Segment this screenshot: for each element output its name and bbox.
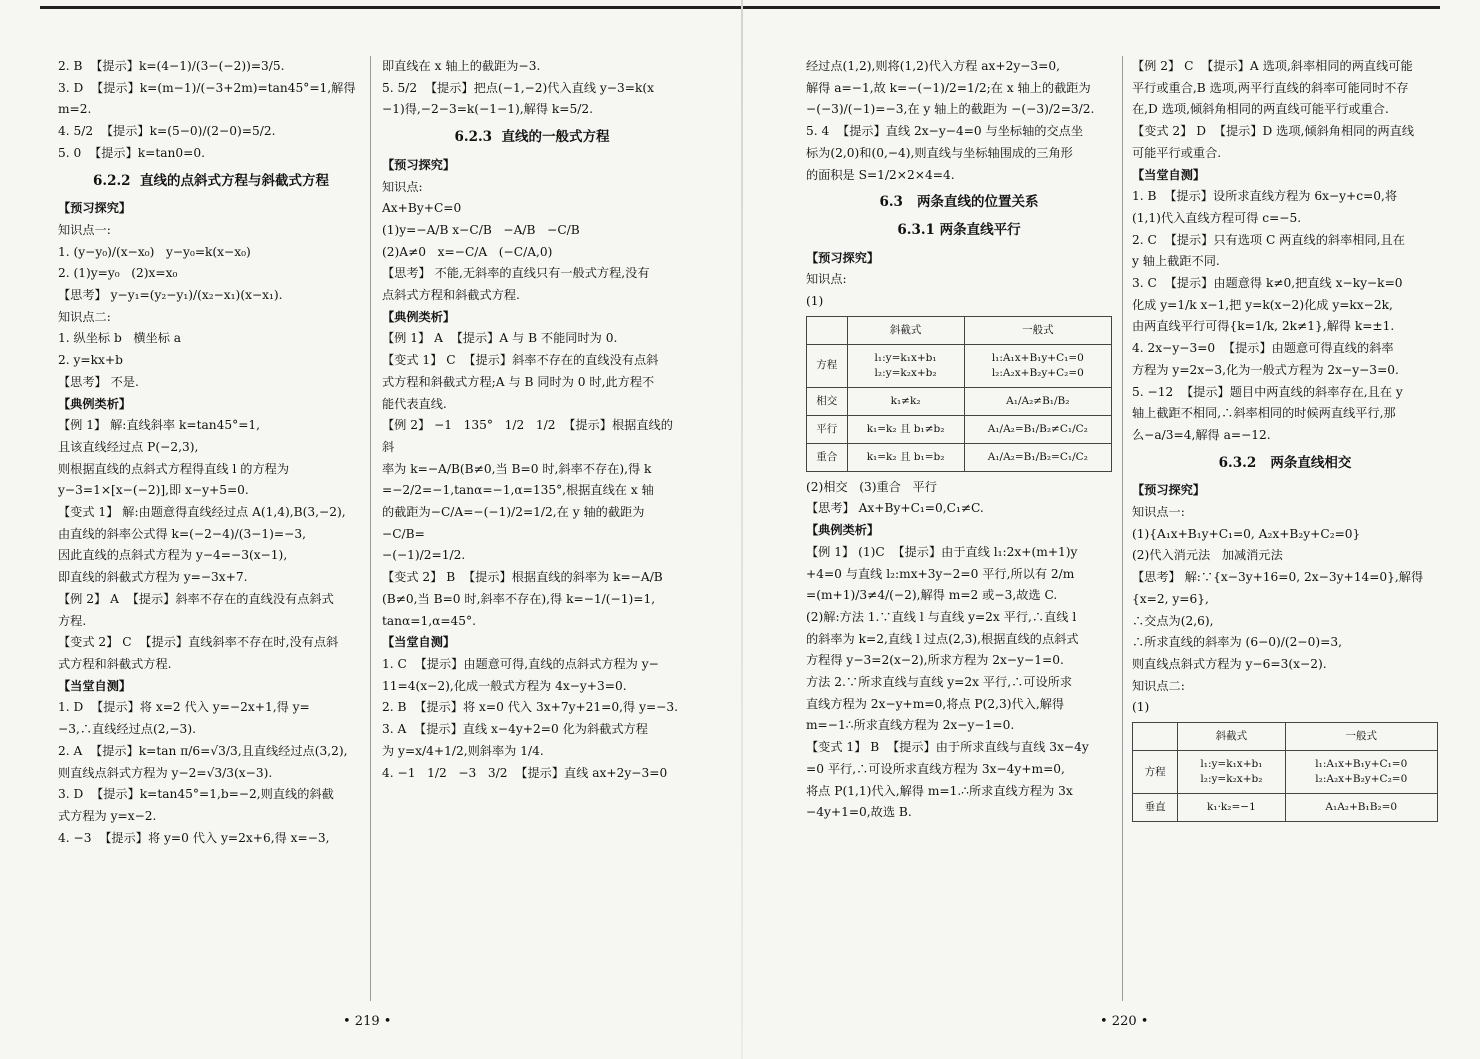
text-line: 【思考】 不能,无斜率的直线只有一般式方程,没有 [382,266,650,281]
text-line: 4. 5/2 【提示】k=(5−0)/(2−0)=5/2. [58,124,276,139]
text-line: 方程. [58,613,87,628]
text-line: =(m+1)/3≠4/(−2),解得 m=2 或−3,故选 C. [806,588,1058,603]
text-line: 【思考】 解:∵{x−3y+16=0, 2x−3y+14=0},解得{x=2, y=6}, [1132,570,1424,606]
column-4 [1132,56,1438,827]
text-line: (1) [806,294,824,309]
text-line: 【例 2】 −1 135° 1/2 1/2 【提示】根据直线的斜 [382,418,673,454]
table-cell: 平行 [807,415,848,443]
text-line: 2. B 【提示】将 x=0 代入 3x+7y+21=0,得 y=−3. [382,700,679,715]
text-line: 1. D 【提示】将 x=2 代入 y=−2x+1,得 y= [58,700,310,715]
text-line: 1. B 【提示】设所求直线方程为 6x−y+c=0,将 [1132,189,1398,204]
text-line: 5. −12 【提示】题目中两直线的斜率存在,且在 y [1132,384,1403,399]
text-line: 【变式 2】 B 【提示】根据直线的斜率为 k=−A/B [382,570,663,585]
page-219 [58,56,724,1056]
text-line: 【思考】 y−y₁=(y₂−y₁)/(x₂−x₁)(x−x₁). [58,288,283,303]
subsection-label: 【预习探究】 [1132,483,1206,498]
page-number-right: • 220 • [1100,1014,1149,1029]
text-line: 方程得 y−3=2(x−2),所求方程为 2x−y−1=0. [806,653,1064,668]
text-line: 知识点: [806,272,847,287]
table-cell: A₁/A₂≠B₁/B₂ [964,387,1111,415]
section-heading: 6.2.2 直线的点斜式方程与斜截式方程 [93,172,329,189]
section-heading: 6.2.3 直线的一般式方程 [454,129,610,146]
table-header-row [807,316,1112,344]
table-cell: l₁:y=k₁x+b₁ l₂:y=k₂x+b₂ [847,344,964,387]
text-line: tanα=1,α=45°. [382,613,477,628]
table-header-cell: 斜截式 [847,316,964,344]
table-header-cell: 一般式 [1285,723,1437,751]
text-line: ∴交点为(2,6), [1132,613,1214,628]
text-line: 为 y=x/4+1/2,则斜率为 1/4. [382,743,544,758]
subsection-label: 【当堂自测】 [1132,167,1206,182]
text-line: 的面积是 S=1/2×2×4=4. [806,167,955,182]
text-line: =−2/2=−1,tanα=−1,α=135°,根据直线在 x 轴 [382,483,654,498]
text-line: 由直线的斜率公式得 k=(−2−4)/(3−1)=−3, [58,526,306,541]
comparison-table [806,316,1112,472]
text-line: 化成 y=1/k x−1,把 y=k(x−2)化成 y=kx−2k, [1132,297,1393,312]
table-cell: l₁:A₁x+B₁y+C₁=0 l₂:A₂x+B₂y+C₂=0 [964,344,1111,387]
text-line: 由两直线平行可得{k=1/k, 2k≠1},解得 k=±1. [1132,319,1395,334]
page-number-left: • 219 • [343,1014,392,1029]
table-header-cell: 斜截式 [1178,723,1285,751]
table-row [807,415,1112,443]
table-cell: 重合 [807,443,848,471]
table-header-cell: 一般式 [964,316,1111,344]
text-line: (B≠0,当 B=0 时,斜率不存在),得 k=−1/(−1)=1, [382,591,656,606]
subsection-label: 【预习探究】 [382,157,456,172]
table-cell: A₁A₂+B₁B₂=0 [1285,794,1437,822]
table-cell: k₁=k₂ 且 b₁≠b₂ [847,415,964,443]
text-line: 3. D 【提示】k=tan45°=1,b=−2,则直线的斜截 [58,787,334,802]
text-line: 方程为 y=2x−3,化为一般式方程为 2x−y−3=0. [1132,362,1399,377]
text-line: 【变式 2】 D 【提示】D 选项,倾斜角相同的两直线 [1132,124,1415,139]
column-3 [806,56,1112,824]
text-line: −3,∴直线经过点(2,−3). [58,722,196,737]
text-line: 【思考】 不是. [58,374,139,389]
text-line: 将点 P(1,1)代入,解得 m=1.∴所求直线方程为 3x [806,783,1073,798]
text-line: 式方程为 y=x−2. [58,808,157,823]
text-line: 【变式 1】 C 【提示】斜率不存在的直线没有点斜 [382,353,659,368]
column-divider [370,56,371,1001]
text-line: 即直线在 x 轴上的截距为−3. [382,59,541,73]
table-cell: A₁/A₂=B₁/B₂=C₁/C₂ [964,443,1111,471]
table-row [807,344,1112,387]
text-line: 【例 1】 解:直线斜率 k=tan45°=1, [58,418,261,433]
text-line: 么−a/3=4,解得 a=−12. [1132,427,1271,442]
column-1 [58,56,364,849]
text-line: 【例 2】 C 【提示】A 选项,斜率相同的两直线可能 [1132,59,1413,73]
text-line: (1) [1132,700,1150,715]
table-row [807,443,1112,471]
table-cell: 方程 [1133,751,1178,794]
subsection-label: 【预习探究】 [806,250,880,265]
subsection-label: 【典例类析】 [382,309,456,324]
text-line: 因此直线的点斜式方程为 y−4=−3(x−1), [58,548,288,563]
text-line: (2)A≠0 x=−C/A (−C/A,0) [382,244,553,259]
text-line: Ax+By+C=0 [382,201,462,216]
text-line: −4y+1=0,故选 B. [806,805,912,820]
table-cell: k₁=k₂ 且 b₁=b₂ [847,443,964,471]
text-line: 2. (1)y=y₀ (2)x=x₀ [58,266,178,281]
subsection-label: 【典例类析】 [58,396,132,411]
table-cell: k₁≠k₂ [847,387,964,415]
text-line: −1)得,−2−3=k(−1−1),解得 k=5/2. [382,102,593,117]
text-line: 则直线点斜式方程为 y−6=3(x−2). [1132,656,1327,671]
table-row [1133,794,1438,822]
table-header-cell [1133,723,1178,751]
text-line: =0 平行,∴可设所求直线方程为 3x−4y+m=0, [806,761,1065,776]
table-row [1133,751,1438,794]
column-2 [382,56,682,784]
table-cell: l₁:A₁x+B₁y+C₁=0 l₂:A₂x+B₂y+C₂=0 [1285,751,1437,794]
text-line: (2)解:方法 1.∵直线 l 与直线 y=2x 平行,∴直线 l [806,609,1077,624]
text-line: 能代表直线. [382,396,447,411]
text-line: 式方程和斜截式方程;A 与 B 同时为 0 时,此方程不 [382,374,655,389]
comparison-table [1132,722,1438,822]
subsection-label: 【当堂自测】 [382,635,456,650]
text-line: 点斜式方程和斜截式方程. [382,288,520,303]
table-cell: 相交 [807,387,848,415]
text-line: 经过点(1,2),则将(1,2)代入方程 ax+2y−3=0, [806,59,1061,73]
text-line: 则直线点斜式方程为 y−2=√3/3(x−3). [58,765,273,780]
text-line: m=−1∴所求直线方程为 2x−y−1=0. [806,718,1015,733]
text-line: 1. 纵坐标 b 横坐标 a [58,331,182,346]
text-line: 【例 2】 A 【提示】斜率不存在的直线没有点斜式 [58,591,334,606]
subsection-label: 【预习探究】 [58,201,132,216]
text-line: 解得 a=−1,故 k=−(−1)/2=1/2;在 x 轴上的截距为 [806,80,1091,95]
text-line: (2)相交 (3)重合 平行 [806,479,937,494]
text-line: 的截距为−C/A=−(−1)/2=1/2,在 y 轴的截距为−C/B= [382,505,645,541]
text-line: 式方程和斜截式方程. [58,656,172,671]
text-line: 【思考】 Ax+By+C₁=0,C₁≠C. [806,501,984,516]
text-line: 5. 4 【提示】直线 2x−y−4=0 与坐标轴的交点坐 [806,124,1084,139]
text-line: 3. D 【提示】k=(m−1)/(−3+2m)=tan45°=1,解得 m=2. [58,80,360,117]
subsection-label: 【典例类析】 [806,523,880,538]
section-heading: 6.3 两条直线的位置关系 [879,194,1039,211]
text-line: ∴所求直线的斜率为 (6−0)/(2−0)=3, [1132,635,1342,650]
text-line: y−3=1×[x−(−2)],即 x−y+5=0. [58,483,249,498]
text-line: 3. C 【提示】由题意得 k≠0,把直线 x−ky−k=0 [1132,276,1403,291]
table-cell: 方程 [807,344,848,387]
text-line: −(−3)/(−1)=−3,在 y 轴上的截距为 −(−3)/2=3/2. [806,102,1095,117]
page-220 [806,56,1442,1056]
text-line: 的斜率为 k=2,直线 l 过点(2,3),根据直线的点斜式 [806,631,1079,646]
text-line: 4. −3 【提示】将 y=0 代入 y=2x+6,得 x=−3, [58,830,330,845]
text-line: 2. C 【提示】只有选项 C 两直线的斜率相同,且在 [1132,232,1405,247]
text-line: 2. y=kx+b [58,353,123,368]
text-line: 5. 0 【提示】k=tan0=0. [58,145,205,160]
text-line: (1){A₁x+B₁y+C₁=0, A₂x+B₂y+C₂=0} [1132,526,1361,541]
table-cell: 垂直 [1133,794,1178,822]
text-line: 则根据直线的点斜式方程得直线 l 的方程为 [58,461,290,476]
text-line: 轴上截距不相同,∴斜率相同的时候两直线平行,那 [1132,406,1396,421]
text-line: (1)y=−A/B x−C/B −A/B −C/B [382,222,580,237]
text-line: 【变式 1】 解:由题意得直线经过点 A(1,4),B(3,−2), [58,505,346,520]
text-line: 11=4(x−2),化成一般式方程为 4x−y+3=0. [382,678,627,693]
section-heading: 6.3.2 两条直线相交 [1218,454,1352,471]
text-line: 1. C 【提示】由题意可得,直线的点斜式方程为 y− [382,656,659,671]
text-line: 知识点一: [1132,505,1185,520]
table-cell: A₁/A₂=B₁/B₂≠C₁/C₂ [964,415,1111,443]
table-cell: l₁:y=k₁x+b₁ l₂:y=k₂x+b₂ [1178,751,1285,794]
table-header-row [1133,723,1438,751]
text-line: 直线方程为 2x−y+m=0,将点 P(2,3)代入,解得 [806,696,1065,711]
text-line: 知识点一: [58,222,111,237]
text-line: 1. (y−y₀)/(x−x₀) y−y₀=k(x−x₀) [58,244,251,259]
text-line: 3. A 【提示】直线 x−4y+2=0 化为斜截式方程 [382,722,648,737]
text-line: 知识点: [382,179,423,194]
text-line: 4. 2x−y−3=0 【提示】由题意可得直线的斜率 [1132,341,1394,356]
top-rule [40,6,1440,9]
text-line: +4=0 与直线 l₂:mx+3y−2=0 平行,所以有 2/m [806,566,1075,581]
text-line: 【例 1】 (1)C 【提示】由于直线 l₁:2x+(m+1)y [806,544,1078,559]
table-row [807,387,1112,415]
text-line: −(−1)/2=1/2. [382,548,466,563]
text-line: 且该直线经过点 P(−2,3), [58,439,199,454]
text-line: 知识点二: [1132,678,1185,693]
text-line: 知识点二: [58,309,111,324]
text-line: 率为 k=−A/B(B≠0,当 B=0 时,斜率不存在),得 k [382,461,652,476]
column-divider [1122,56,1123,1001]
section-heading: 6.3.1 两条直线平行 [897,221,1021,238]
text-line: 即直线的斜截式方程为 y=−3x+7. [58,570,248,585]
text-line: 【例 1】 A 【提示】A 与 B 不能同时为 0. [382,331,618,346]
text-line: 4. −1 1/2 −3 3/2 【提示】直线 ax+2y−3=0 [382,765,668,780]
text-line: 可能平行或重合. [1132,145,1222,160]
text-line: 【变式 2】 C 【提示】直线斜率不存在时,没有点斜 [58,635,339,650]
table-header-cell [807,316,848,344]
text-line: y 轴上截距不同. [1132,254,1220,269]
text-line: (2)代入消元法 加减消元法 [1132,548,1283,563]
book-spine [741,0,743,1059]
text-line: 2. B 【提示】k=(4−1)/(3−(−2))=3/5. [58,59,285,73]
text-line: 平行或重合,B 选项,两平行直线的斜率可能同时不存 [1132,80,1409,95]
text-line: 5. 5/2 【提示】把点(−1,−2)代入直线 y−3=k(x [382,80,655,95]
text-line: 方法 2.∵所求直线与直线 y=2x 平行,∴可设所求 [806,675,1073,690]
text-line: 标为(2,0)和(0,−4),则直线与坐标轴围成的三角形 [806,145,1073,160]
table-cell: k₁·k₂=−1 [1178,794,1285,822]
text-line: (1,1)代入直线方程可得 c=−5. [1132,210,1302,225]
text-line: 【变式 1】 B 【提示】由于所求直线与直线 3x−4y [806,740,1089,755]
text-line: 在,D 选项,倾斜角相同的两直线可能平行或重合. [1132,102,1389,117]
subsection-label: 【当堂自测】 [58,678,132,693]
text-line: 2. A 【提示】k=tan π/6=√3/3,且直线经过点(3,2), [58,743,348,758]
